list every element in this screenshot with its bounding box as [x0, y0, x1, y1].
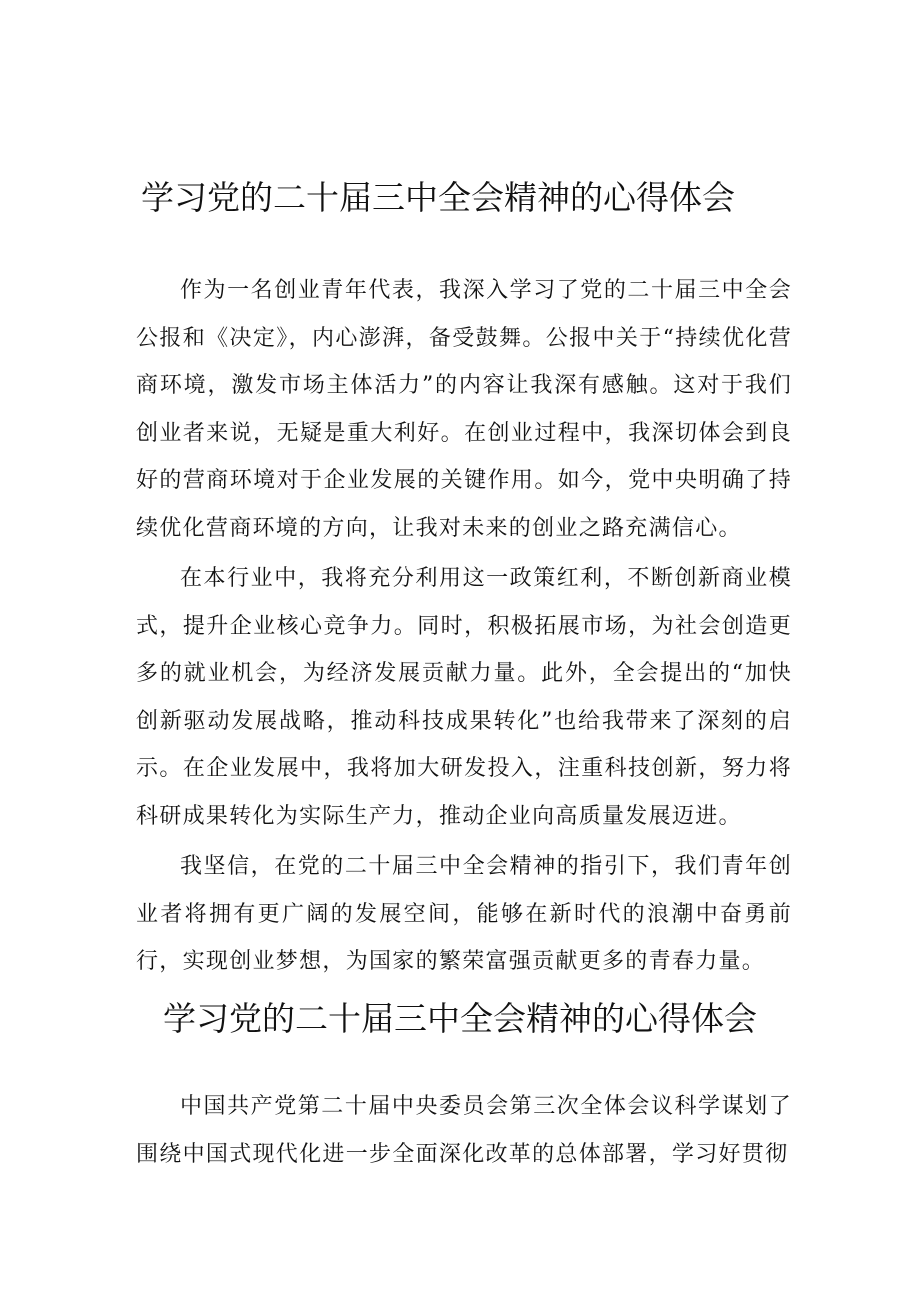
section2-paragraph-1: 中国共产党第二十届中央委员会第三次全体会议科学谋划了围绕中国式现代化进一步全面深化改革的总体部署，学习好贯彻 [136, 1094, 792, 1167]
section1-title: 学习党的二十届三中全会精神的心得体会 [141, 178, 735, 217]
section2-title: 学习党的二十届三中全会精神的心得体会 [163, 999, 757, 1038]
section1-paragraph-2: 在本行业中，我将充分利用这一政策红利，不断创新商业模式，提升企业核心竞争力。同时，积极拓展市场，为社会创造更多的就业机会，为经济发展贡献力量。此外，全会提出的“加快创新驱动发展战略，推动科技成果转化”也给我带来了深刻的启示。在企业发展中，我将加大研发投入，注重科技创新，努力将科研成果转化为实际生产力，推动企业向高质量发展迈进。 [136, 566, 792, 829]
section1-paragraph-3: 我坚信，在党的二十届三中全会精神的指引下，我们青年创业者将拥有更广阔的发展空间，能够在新时代的浪潮中奋勇前行，实现创业梦想，为国家的繁荣富强贡献更多的青春力量。 [136, 854, 792, 975]
section1-paragraph-1: 作为一名创业青年代表，我深入学习了党的二十届三中全会公报和《决定》，内心澎湃，备受鼓舞。公报中关于“持续优化营商环境，激发市场主体活力”的内容让我深有感触。这对于我们创业者来说，无疑是重大利好。在创业过程中，我深切体会到良好的营商环境对于企业发展的关键作用。如今，党中央明确了持续优化营商环境的方向，让我对未来的创业之路充满信心。 [136, 278, 792, 541]
